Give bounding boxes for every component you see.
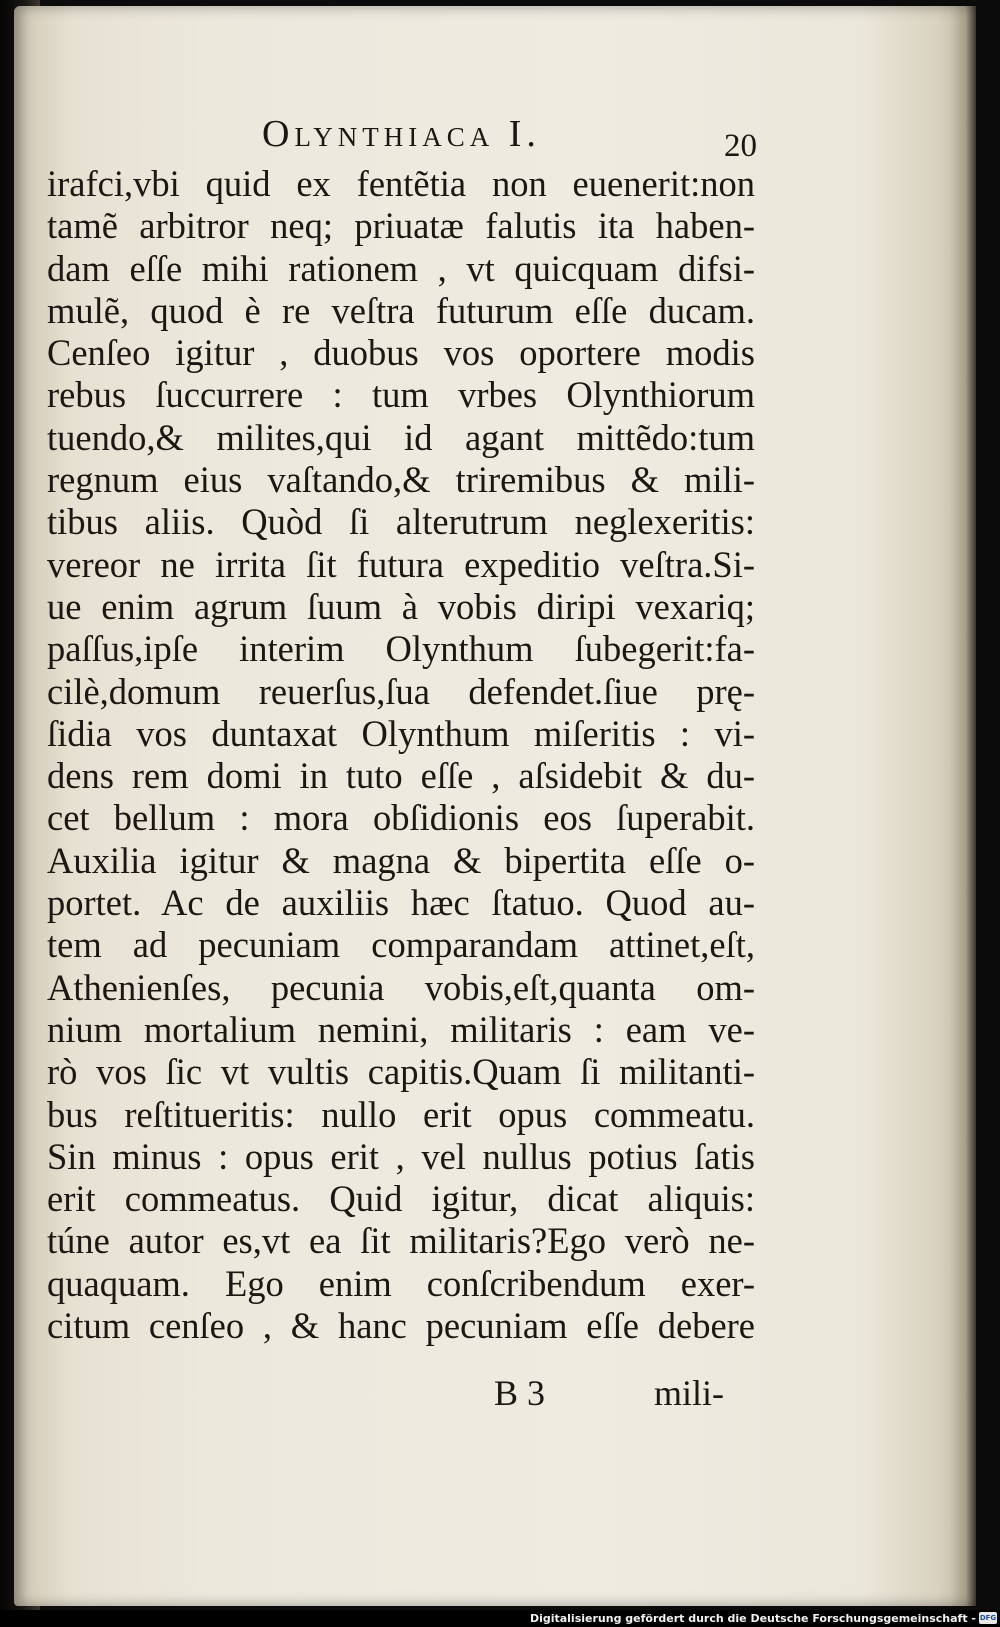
text-line: ue enim agrum ſuum à vobis diripi vexariq; — [47, 585, 755, 627]
text-line: dam eſſe mihi rationem , vt quicquam difsi- — [47, 247, 755, 289]
text-line: Auxilia igitur & magna & bipertita eſſe o- — [47, 839, 755, 881]
text-line: tem ad pecuniam comparandam attinet,eſt, — [47, 924, 755, 966]
text-line: vereor ne irrita ſit futura expeditio veſtra.Si- — [47, 543, 755, 585]
text-line: Cenſeo igitur , duobus vos oportere modis — [47, 332, 755, 374]
text-line: Sin minus : opus erit , vel nullus potius ſatis — [47, 1135, 755, 1177]
text-line: citum cenſeo , & hanc pecuniam eſſe debere — [47, 1305, 755, 1347]
text-line: paſſus,ipſe interim Olynthum ſubegerit:fa- — [47, 628, 755, 670]
text-line: rò vos ſic vt vultis capitis.Quam ſi militanti- — [47, 1051, 755, 1093]
text-line: bus reſtitueritis: nullo erit opus commeatu. — [47, 1093, 755, 1135]
text-line: quaquam. Ego enim conſcribendum exer- — [47, 1262, 755, 1304]
text-line: cet bellum : mora obſidionis eos ſuperabit. — [47, 797, 755, 839]
dfg-logo-icon: DFG — [979, 1614, 997, 1622]
text-line: irafci,vbi quid ex fentẽtia non euenerit:non — [47, 163, 755, 204]
digitization-credit-bar — [0, 1610, 1000, 1627]
catchword: mili- — [654, 1373, 724, 1413]
page-edge-shadow — [950, 6, 976, 1606]
page-header — [262, 112, 782, 162]
text-line: tibus aliis. Quòd ſi alterutrum neglexeritis: — [47, 501, 755, 543]
running-head: Olynthiaca I. — [262, 113, 541, 155]
page-footer — [494, 1372, 744, 1416]
text-line: dens rem domi in tuto eſſe , aſsidebit & du- — [47, 755, 755, 797]
text-line: tuendo,& milites,qui id agant mittẽdo:tum — [47, 416, 755, 458]
text-line: Athenienſes, pecunia vobis,eſt,quanta om- — [47, 966, 755, 1008]
body-text — [47, 163, 755, 1347]
folio-number: 20 — [724, 128, 757, 164]
text-line: tamẽ arbitror neq; priuatæ falutis ita haben- — [47, 205, 755, 247]
text-line: erit commeatus. Quid igitur, dicat aliquis: — [47, 1178, 755, 1220]
text-line: túne autor es,vt ea ſit militaris?Ego verò ne- — [47, 1220, 755, 1262]
text-line: regnum eius vaſtando,& triremibus & mili- — [47, 459, 755, 501]
credit-text: Digitalisierung gefördert durch die Deutsche Forschungsgemeinschaft - — [529, 1612, 976, 1625]
text-line: rebus ſuccurrere : tum vrbes Olynthiorum — [47, 374, 755, 416]
text-line: portet. Ac de auxiliis hæc ſtatuo. Quod au- — [47, 882, 755, 924]
text-line: cilè,domum reuerſus,ſua defendet.ſiue prę- — [47, 670, 755, 712]
text-line: nium mortalium nemini, militaris : eam ve- — [47, 1008, 755, 1050]
text-line: mulẽ, quod è re veſtra futurum eſſe ducam. — [47, 289, 755, 331]
text-line: ſidia vos duntaxat Olynthum miſeritis : vi- — [47, 712, 755, 754]
signature-mark: B 3 — [494, 1373, 546, 1413]
